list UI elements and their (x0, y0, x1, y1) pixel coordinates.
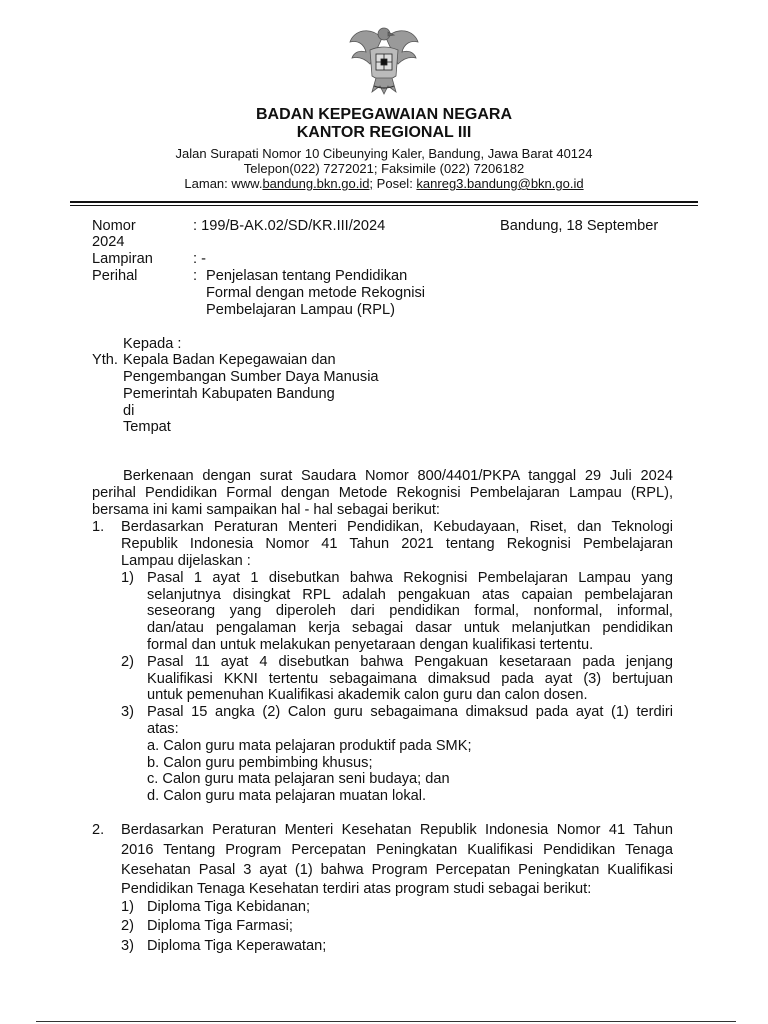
sub-line: dan/atau pengalaman kerja sebagai dasar untuk melanjutkan pendidikan (147, 620, 673, 636)
nomor-value: : 199/B-AK.02/SD/KR.III/2024 (193, 218, 386, 234)
point-number: 1. (92, 519, 105, 535)
sub-line: Pasal 15 angka (2) Calon guru sebagaimana dimaksud pada ayat (1) terdiri (147, 704, 673, 720)
sub-line: seseorang yang diperoleh dari pendidikan formal, nonformal, informal, (147, 603, 673, 619)
point-line: Lampau dijelaskan : (121, 553, 251, 569)
lampiran-label: Lampiran (92, 251, 153, 267)
point-line: 2016 Tentang Program Percepatan Peningkatan Kualifikasi Pendidikan Tenaga (121, 842, 673, 858)
sub-line: Diploma Tiga Keperawatan; (147, 938, 327, 954)
header-divider-thick (70, 201, 698, 203)
recipient-line: Pemerintah Kabupaten Bandung (123, 386, 335, 402)
sub-number: 3) (121, 704, 134, 720)
letter-date: Bandung, 18 September (500, 218, 659, 234)
lampiran-value: : - (193, 251, 206, 267)
web-link[interactable]: bandung.bkn.go.id; (262, 176, 374, 191)
point-line: Berdasarkan Peraturan Menteri Kesehatan Republik Indonesia Nomor 41 Tahun (121, 822, 673, 838)
letter-year: 2024 (92, 234, 125, 250)
sub-line: formal dan untuk melakukan penyetaraan dengan kualifikasi tertentu. (147, 637, 594, 653)
intro-line: perihal Pendidikan Formal dengan Metode Rekognisi Pembelajaran Lampau (RPL), (92, 485, 673, 501)
sub-line: selanjutnya disingkat RPL adalah pengakuan atas capaian pembelajaran (147, 587, 673, 603)
point-line: Berdasarkan Peraturan Menteri Pendidikan, Kebudayaan, Riset, dan Teknologi (121, 519, 673, 535)
sub-number: 2) (121, 918, 134, 934)
kepada-label: Kepada : (123, 336, 182, 352)
list-item: b. Calon guru pembimbing khusus; (147, 755, 373, 771)
sub-line: Kualifikasi KKNI tertentu sebagaimana dimaksud pada ayat (3) bertujuan (147, 671, 673, 687)
sub-line: Pasal 1 ayat 1 disebutkan bahwa Rekognisi Pembelajaran Lampau yang (147, 570, 673, 586)
recipient-tempat: Tempat (123, 419, 171, 435)
nomor-label: Nomor (92, 218, 136, 234)
sub-line: atas: (147, 721, 179, 737)
phone-fax: Telepon(022) 7272021; Faksimile (022) 7206182 (243, 161, 525, 176)
sub-number: 1) (121, 899, 134, 915)
sub-line: Pasal 11 ayat 4 disebutkan bahwa Pengakuan kesetaraan pada jenjang (147, 654, 673, 670)
contact-line (0, 176, 768, 191)
perihal-line: Pembelajaran Lampau (RPL) (206, 302, 396, 318)
office-name: KANTOR REGIONAL III (296, 124, 472, 141)
point-line: Kesehatan Pasal 3 ayat (1) bahwa Program Percepatan Peningkatan Kualifikasi (121, 862, 673, 878)
recipient-line: Pengembangan Sumber Daya Manusia (123, 369, 379, 385)
sub-line: Diploma Tiga Kebidanan; (147, 899, 311, 915)
point-number: 2. (92, 822, 105, 838)
perihal-colon: : (193, 268, 198, 284)
sub-number: 3) (121, 938, 134, 954)
org-name: BADAN KEPEGAWAIAN NEGARA (255, 106, 512, 123)
garuda-emblem-icon (344, 20, 424, 100)
point-line: Republik Indonesia Nomor 41 Tahun 2021 tentang Rekognisi Pembelajaran (121, 536, 673, 552)
web-label: Laman: www. (184, 176, 263, 191)
list-item: d. Calon guru mata pelajaran muatan lokal. (147, 788, 427, 804)
list-item: a. Calon guru mata pelajaran produktif pada SMK; (147, 738, 472, 754)
intro-line: bersama ini kami sampaikan hal - hal sebagai berikut: (92, 502, 440, 518)
perihal-line: Penjelasan tentang Pendidikan (206, 268, 408, 284)
header-divider-thin (70, 205, 698, 206)
intro-line: Berkenaan dengan surat Saudara Nomor 800/4401/PKPA tanggal 29 Juli 2024 (123, 468, 673, 484)
address: Jalan Surapati Nomor 10 Cibeunying Kaler, Bandung, Jawa Barat 40124 (175, 146, 593, 161)
perihal-label: Perihal (92, 268, 138, 284)
recipient-di: di (123, 403, 135, 419)
mail-link[interactable]: kanreg3.bandung@bkn.go.id (416, 176, 584, 191)
recipient-line: Kepala Badan Kepegawaian dan (123, 352, 336, 368)
yth-label: Yth. (92, 352, 118, 368)
sub-line: untuk pemenuhan Kualifikasi akademik calon guru dan calon dosen. (147, 687, 588, 703)
perihal-line: Formal dengan metode Rekognisi (206, 285, 426, 301)
mail-label: Posel: (373, 176, 417, 191)
point-line: Pendidikan Tenaga Kesehatan terdiri atas program studi sebagai berikut: (121, 881, 592, 897)
list-item: c. Calon guru mata pelajaran seni budaya; dan (147, 771, 450, 787)
sub-line: Diploma Tiga Farmasi; (147, 918, 293, 934)
sub-number: 1) (121, 570, 134, 586)
sub-number: 2) (121, 654, 134, 670)
page-bottom-edge (36, 1021, 736, 1022)
